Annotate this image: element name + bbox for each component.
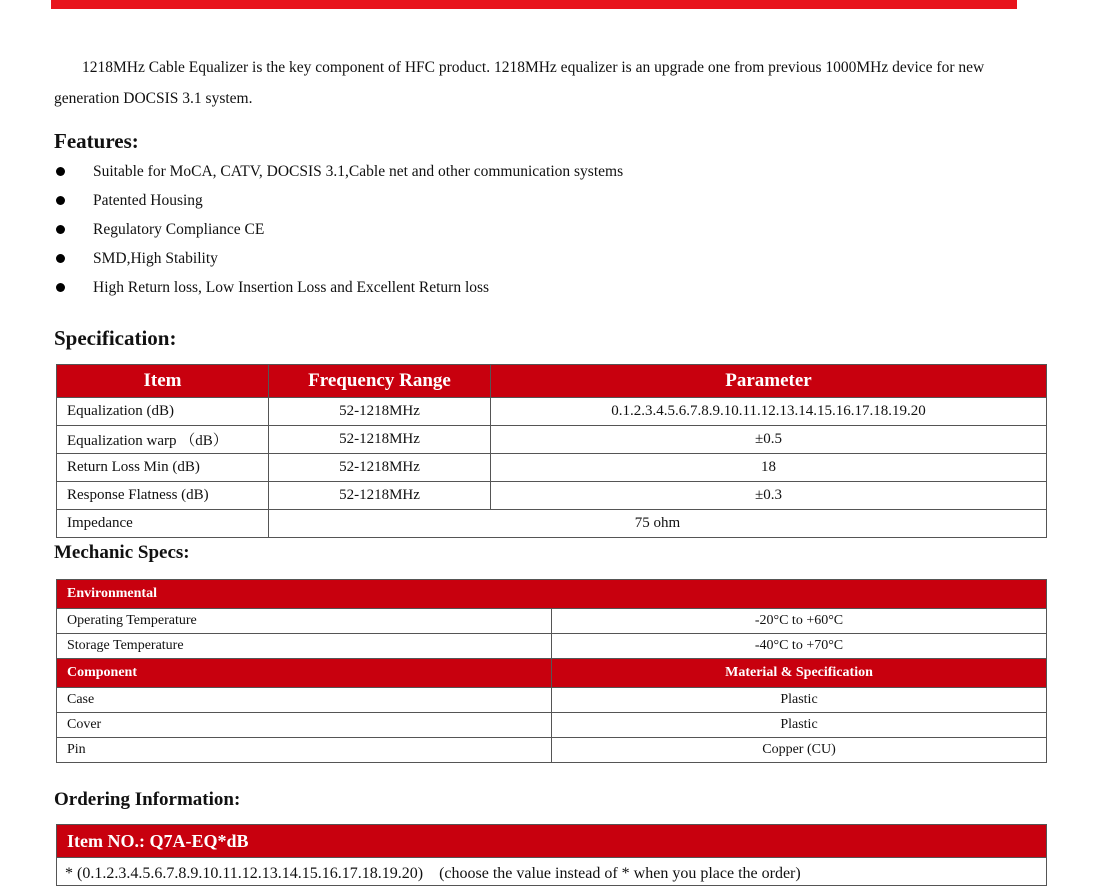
component-header: Component — [57, 659, 552, 688]
table-cell: Response Flatness (dB) — [57, 482, 269, 510]
table-cell: Copper (CU) — [552, 738, 1047, 763]
table-cell: Pin — [57, 738, 552, 763]
table-cell: Operating Temperature — [57, 609, 552, 634]
features-heading: Features: — [54, 129, 139, 153]
table-header-row — [57, 659, 1047, 688]
environmental-header: Environmental — [57, 580, 1047, 609]
table-cell: Case — [57, 688, 552, 713]
table-cell: 18 — [491, 454, 1047, 482]
table-cell: Equalization warp （dB） — [57, 426, 269, 454]
table-cell: 52-1218MHz — [269, 398, 491, 426]
table-row — [57, 713, 1047, 738]
table-header-row — [57, 365, 1047, 398]
intro-text: 1218MHz Cable Equalizer is the key component of HFC product. 1218MHz equalizer is an upgrade one from previous 1000MHz device for new generation DOCSIS 3.1 system. — [54, 58, 985, 107]
table-cell: Return Loss Min (dB) — [57, 454, 269, 482]
table-cell: -20°C to +60°C — [552, 609, 1047, 634]
table-row — [57, 858, 1047, 886]
table-cell: ±0.3 — [491, 482, 1047, 510]
material-header: Material & Specification — [552, 659, 1047, 688]
list-item: High Return loss, Low Insertion Loss and Excellent Return loss — [54, 273, 623, 302]
features-list — [54, 157, 623, 302]
table-row — [57, 609, 1047, 634]
table-row — [57, 482, 1047, 510]
mechanic-heading: Mechanic Specs: — [54, 542, 190, 563]
bullet-icon — [56, 225, 65, 234]
bullet-icon — [56, 283, 65, 292]
list-item: SMD,High Stability — [54, 244, 623, 273]
table-row — [57, 510, 1047, 538]
header-accent-bar — [51, 0, 1017, 9]
table-cell: Cover — [57, 713, 552, 738]
intro-paragraph — [54, 52, 1004, 114]
ordering-table — [56, 824, 1047, 886]
mechanic-table — [56, 579, 1047, 763]
table-cell: 0.1.2.3.4.5.6.7.8.9.10.11.12.13.14.15.16.17.18.19.20 — [491, 398, 1047, 426]
table-row — [57, 398, 1047, 426]
list-item: Suitable for MoCA, CATV, DOCSIS 3.1,Cable net and other communication systems — [54, 157, 623, 186]
column-header: Frequency Range — [269, 365, 491, 398]
impedance-label: Impedance — [57, 510, 269, 538]
table-row — [57, 426, 1047, 454]
table-row — [57, 454, 1047, 482]
column-header: Item — [57, 365, 269, 398]
table-cell: Storage Temperature — [57, 634, 552, 659]
table-row — [57, 634, 1047, 659]
bullet-icon — [56, 254, 65, 263]
table-row — [57, 738, 1047, 763]
order-value-note: * (0.1.2.3.4.5.6.7.8.9.10.11.12.13.14.15.16.17.18.19.20) (choose the value instead of * when you place the order) — [57, 858, 1047, 886]
table-cell: 52-1218MHz — [269, 482, 491, 510]
item-number: Item NO.: Q7A-EQ*dB — [57, 825, 1047, 858]
bullet-icon — [56, 196, 65, 205]
column-header: Parameter — [491, 365, 1047, 398]
specification-heading: Specification: — [54, 326, 177, 350]
list-item: Regulatory Compliance CE — [54, 215, 623, 244]
table-cell: Equalization (dB) — [57, 398, 269, 426]
table-cell: 52-1218MHz — [269, 426, 491, 454]
table-cell: ±0.5 — [491, 426, 1047, 454]
impedance-value: 75 ohm — [269, 510, 1047, 538]
specification-table — [56, 364, 1047, 538]
table-cell: 52-1218MHz — [269, 454, 491, 482]
table-cell: -40°C to +70°C — [552, 634, 1047, 659]
table-header-row — [57, 580, 1047, 609]
table-cell: Plastic — [552, 688, 1047, 713]
table-header-row — [57, 825, 1047, 858]
ordering-heading: Ordering Information: — [54, 789, 241, 810]
bullet-icon — [56, 167, 65, 176]
list-item: Patented Housing — [54, 186, 623, 215]
table-row — [57, 688, 1047, 713]
table-cell: Plastic — [552, 713, 1047, 738]
